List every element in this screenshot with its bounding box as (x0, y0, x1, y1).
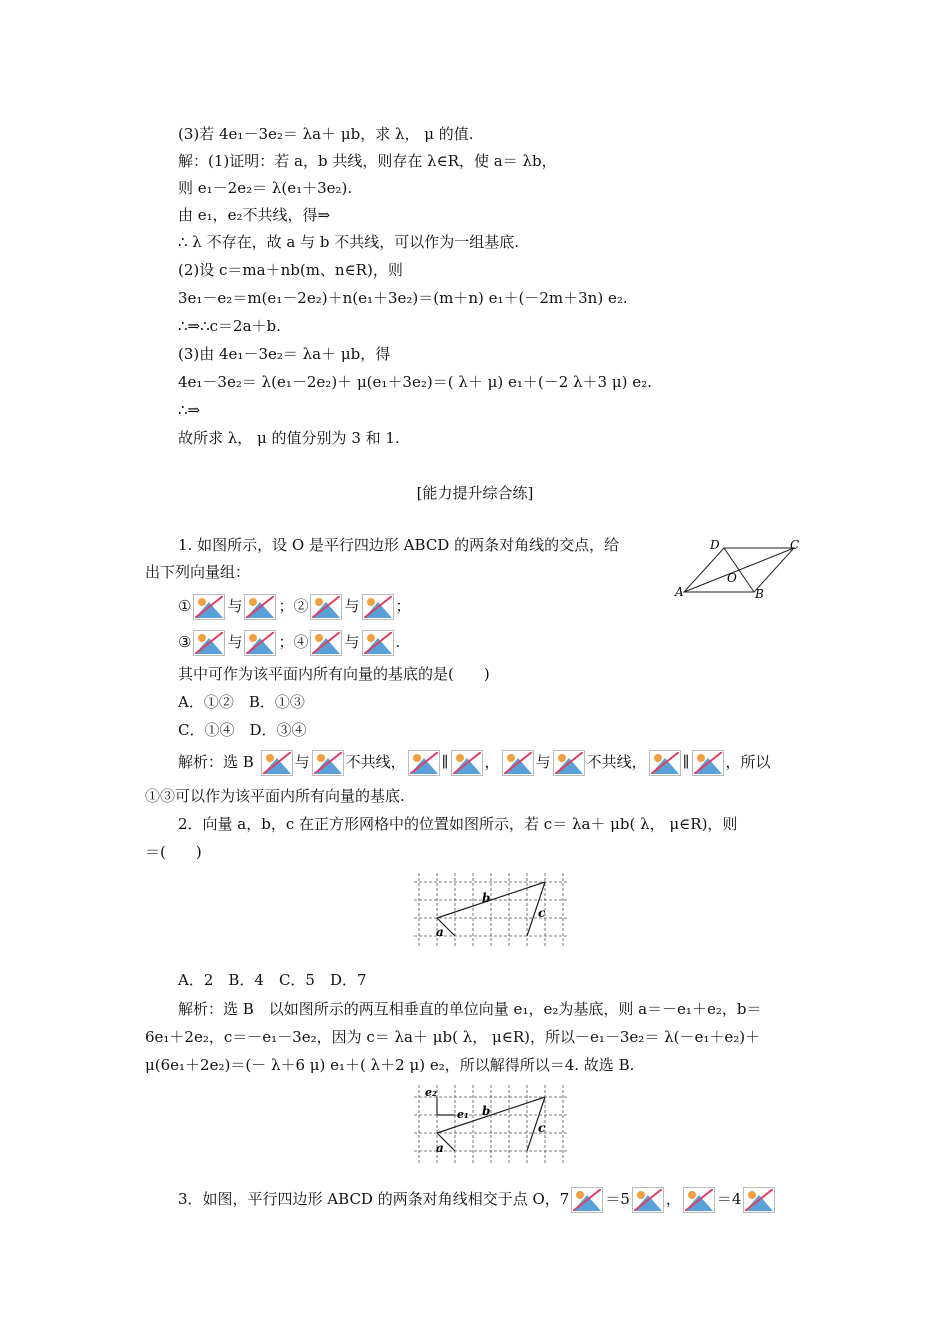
grid-figure-2 (414, 1085, 574, 1170)
q3-text-2: ＝5 (605, 1190, 630, 1208)
text-line: 由 e₁，e₂不共线，得⇒ (178, 206, 331, 224)
vector-image-placeholder (310, 594, 342, 620)
label-B: B (755, 587, 764, 601)
vector-image-placeholder (312, 750, 344, 776)
parallel-symbol: ∥ (441, 753, 449, 771)
label-e1: e₁ (457, 1108, 469, 1121)
q1-choices-1: A．①② B．①③ (178, 693, 305, 711)
grid-figure-1 (414, 873, 574, 953)
not-collinear-text: 不共线， (345, 753, 406, 771)
vector-image-placeholder (692, 750, 724, 776)
label-c: c (538, 1121, 546, 1135)
label-D: D (710, 538, 720, 552)
comma-text: ， (484, 753, 500, 771)
q1-line1: 1. 如图所示，设 O 是平行四边形 ABCD 的两条对角线的交点，给 (178, 536, 620, 554)
q1-choices-2: C．①④ D．③④ (178, 721, 307, 739)
text-line: 故所求 λ， μ 的值分别为 3 和 1. (178, 429, 400, 447)
label-a: a (436, 1141, 444, 1155)
label-b: b (482, 891, 491, 905)
q1-answer-line2: ①③可以作为该平面内所有向量的基底. (145, 787, 405, 805)
vector-image-placeholder (632, 1187, 664, 1213)
label-O: O (727, 571, 737, 585)
text-line: ∴⇒ (178, 401, 201, 419)
label-b: b (482, 1104, 491, 1118)
label-C: C (790, 538, 800, 552)
parallel-symbol: ∥ (682, 753, 690, 771)
q2-solution-3: μ(6e₁＋2e₂)＝(－ λ＋6 μ) e₁＋( λ＋2 μ) e₂，所以解得所以＝4. 故选 B. (145, 1056, 635, 1074)
text-line: (2)设 c＝ma＋nb(m、n∈R)，则 (178, 261, 403, 279)
vector-image-placeholder (571, 1187, 603, 1213)
vector-image-placeholder (743, 1187, 775, 1213)
q2-choices: A．2 B．4 C．5 D．7 (178, 971, 367, 989)
vector-image-placeholder (683, 1187, 715, 1213)
q1-stem: 其中可作为该平面内所有向量的基底的是( ) (178, 665, 490, 683)
text-line: 4e₁－3e₂＝ λ(e₁－2e₂)＋ μ(e₁＋3e₂)＝( λ＋ μ) e₁＋(－2 λ＋3 μ) e₂. (178, 373, 652, 391)
label-A: A (675, 585, 684, 599)
vector-image-placeholder (261, 750, 293, 776)
q2-solution-1: 解析：选 B 以如图所示的两互相垂直的单位向量 e₁，e₂为基底，则 a＝－e₁＋e₂，b＝ (178, 1000, 762, 1018)
vector-image-placeholder (553, 750, 585, 776)
with-text: 与 (227, 597, 243, 615)
q2-solution-2: 6e₁＋2e₂，c＝－e₁－3e₂，因为 c＝ λa＋ μb( λ， μ∈R)，所以－e₁－3e₂＝ λ(－e₁＋e₂)＋ (145, 1028, 761, 1046)
with-text: 与 (344, 597, 360, 615)
vector-image-placeholder (362, 630, 394, 656)
q2-line1: 2．向量 a，b，c 在正方形网格中的位置如图所示，若 c＝ λa＋ μb( λ， μ∈R)，则 (178, 815, 738, 833)
vector-image-placeholder (408, 750, 440, 776)
separator-text: ；② (278, 597, 309, 615)
with-text: 与 (535, 753, 551, 771)
q3-text-1: 3．如图，平行四边形 ABCD 的两条对角线相交于点 O，7 (178, 1190, 570, 1208)
not-collinear-text: 不共线， (586, 753, 647, 771)
label-a: a (436, 925, 444, 939)
text-line: ∴ λ 不存在，故 a 与 b 不共线，可以作为一组基底. (178, 233, 519, 251)
vector-image-placeholder (244, 594, 276, 620)
vector-image-placeholder (193, 630, 225, 656)
q1-options-row2 (178, 629, 400, 656)
parallelogram-figure (672, 536, 812, 606)
vector-image-placeholder (451, 750, 483, 776)
with-text: 与 (294, 753, 310, 771)
q1-line2: 出下列向量组： (145, 563, 251, 581)
label-c: c (538, 906, 546, 920)
text-line: (3)由 4e₁－3e₂＝ λa＋ μb，得 (178, 345, 391, 363)
with-text: 与 (344, 633, 360, 651)
text-line: 解：(1)证明：若 a，b 共线，则存在 λ∈R，使 a＝ λb， (178, 152, 557, 170)
vector-image-placeholder (502, 750, 534, 776)
text-line: 3e₁－e₂＝m(e₁－2e₂)＋n(e₁＋3e₂)＝(m＋n) e₁＋(－2m＋3n) e₂. (178, 289, 628, 307)
q3-line1 (178, 1186, 777, 1213)
end-text: ； (395, 597, 411, 615)
circled-1: ① (178, 597, 192, 615)
with-text: 与 (227, 633, 243, 651)
q3-text-3: ， (665, 1190, 681, 1208)
q3-text-4: ＝4 (716, 1190, 742, 1208)
separator-text: ；④ (278, 633, 309, 651)
text-line: 则 e₁－2e₂＝ λ(e₁＋3e₂). (178, 179, 353, 197)
vector-image-placeholder (649, 750, 681, 776)
end-text: . (395, 633, 401, 651)
vector-image-placeholder (310, 630, 342, 656)
text-line: (3)若 4e₁－3e₂＝ λa＋ μb，求 λ， μ 的值. (178, 125, 474, 143)
answer-tail: ，所以 (725, 753, 771, 771)
vector-image-placeholder (244, 630, 276, 656)
section-title: [能力提升综合练] (416, 484, 534, 502)
vector-image-placeholder (362, 594, 394, 620)
q1-options-row1 (178, 593, 411, 620)
label-e2: e₂ (425, 1086, 437, 1099)
q1-answer-line (178, 749, 771, 776)
circled-3: ③ (178, 633, 192, 651)
text-line: ∴⇒∴c＝2a＋b. (178, 317, 281, 335)
vector-image-placeholder (193, 594, 225, 620)
q2-line2: ＝( ) (145, 843, 202, 861)
answer-prefix: 解析：选 B (178, 753, 254, 771)
